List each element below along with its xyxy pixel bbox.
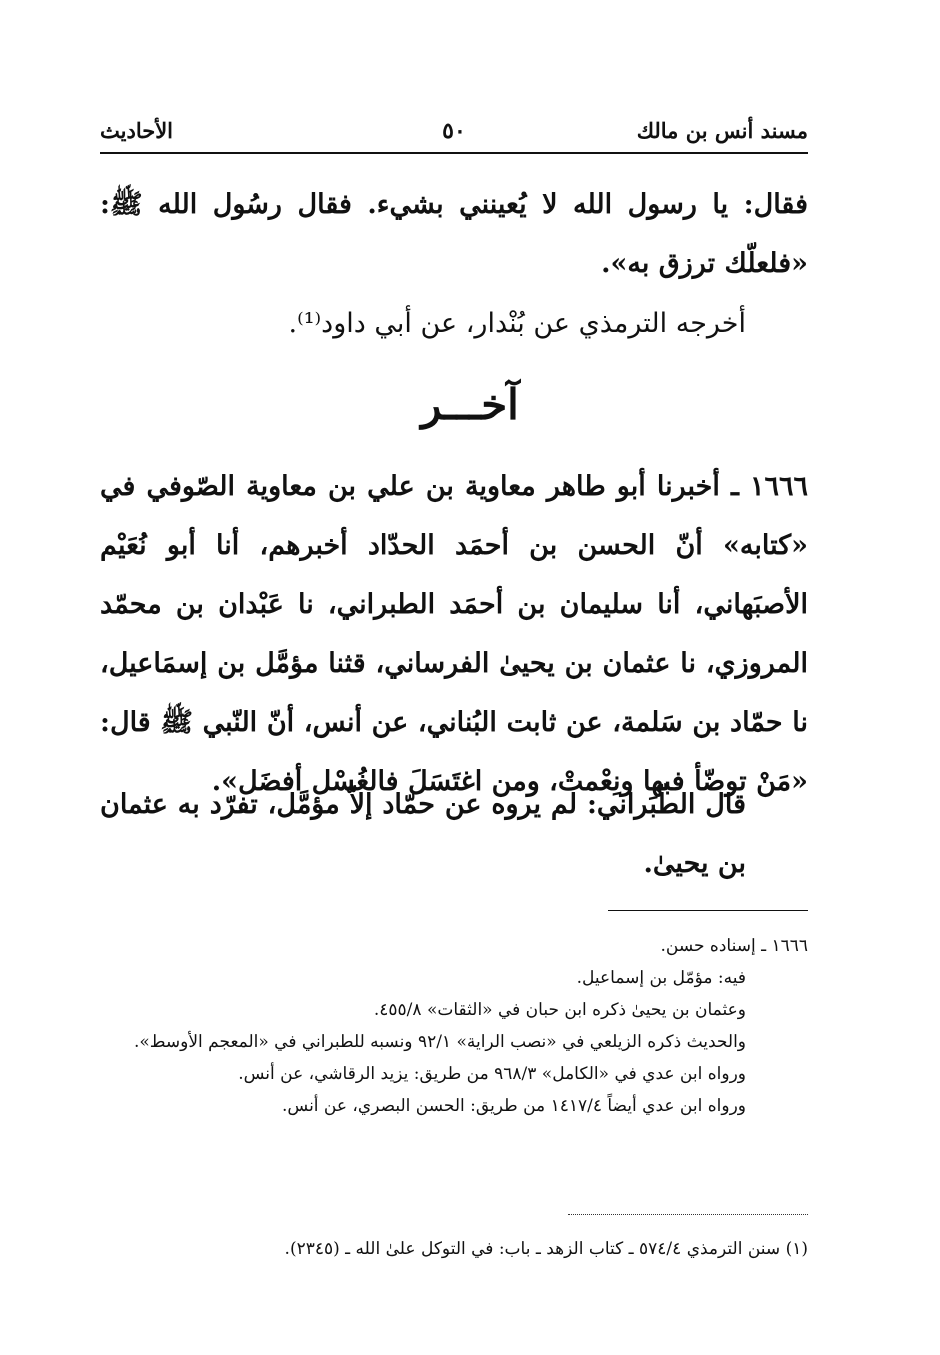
hadith-continuation: فقال: يا رسول الله لا يُعينني بشيء. فقال رسُول الله ﷺ: «فلعلّك ترزق به». <box>100 189 808 279</box>
note-ibn-adi-2: ورواه ابن عدي أيضاً ١٤١٧/٤ من طريق: الحسن البصري، عن أنس. <box>282 1096 746 1116</box>
footnote-separator <box>568 1214 808 1215</box>
header-section-title: الأحاديث <box>100 118 174 143</box>
header-rule <box>100 152 808 154</box>
running-header <box>100 114 808 152</box>
header-book-title: مسند أنس بن مالك <box>636 118 808 143</box>
editor-notes <box>100 930 808 1122</box>
hadith-1666: ١٦٦٦ ـ أخبرنا أبو طاهر معاوية بن علي بن معاوية الصّوفي في «كتابه» أنّ الحسن بن أحمَد الحدّاد أخبرهم، أنا أبو نُعَيْم الأصبَهاني، أنا سليمان بن أحمَد الطبراني، نا عَبْدان بن محمّد المروزي، نا عثمان بن يحيىٰ الفرساني، قثنا مؤمَّل بن إسمَاعيل، نا حمّاد بن سَلمة، عن ثابت البُناني، عن أنس، أنّ النّبي ﷺ قال: «مَنْ توضّأ فبها ونِعْمتْ، ومن اغتَسَلَ فالغُسْل أفضَل». <box>100 471 808 797</box>
notes-separator <box>608 910 808 911</box>
note-narrator: فيه: مؤمّل بن إسماعيل. <box>576 968 746 988</box>
note-uthman: وعثمان بن يحيىٰ ذكره ابن حبان في «الثقات» ٤٥٥/٨. <box>373 1000 746 1020</box>
page-number: ٥٠ <box>442 118 466 144</box>
note-isnad: ١٦٦٦ ـ إسناده حسن. <box>660 936 808 956</box>
takhrij-note: أخرجه الترمذي عن بُنْدار، عن أبي داود⁽¹⁾. <box>288 308 746 339</box>
note-zaylai: والحديث ذكره الزيلعي في «نصب الراية» ٩٢/١ ونسبه للطبراني في «المعجم الأوسط». <box>133 1032 746 1052</box>
note-ibn-adi-1: ورواه ابن عدي في «الكامل» ٩٦٨/٣ من طريق: يزيد الرقاشي، عن أنس. <box>238 1064 746 1084</box>
footnote-1: (١) سنن الترمذي ٥٧٤/٤ ـ كتاب الزهد ـ باب: في التوكل علىٰ الله ـ (٢٣٤٥). <box>284 1239 808 1259</box>
section-heading: آخـــر <box>421 380 519 429</box>
tabarani-comment: قال الطّبَراني: لم يروه عن حمّاد إلاّ مؤمَّل، تفرّد به عثمان بن يحيىٰ. <box>100 789 746 879</box>
